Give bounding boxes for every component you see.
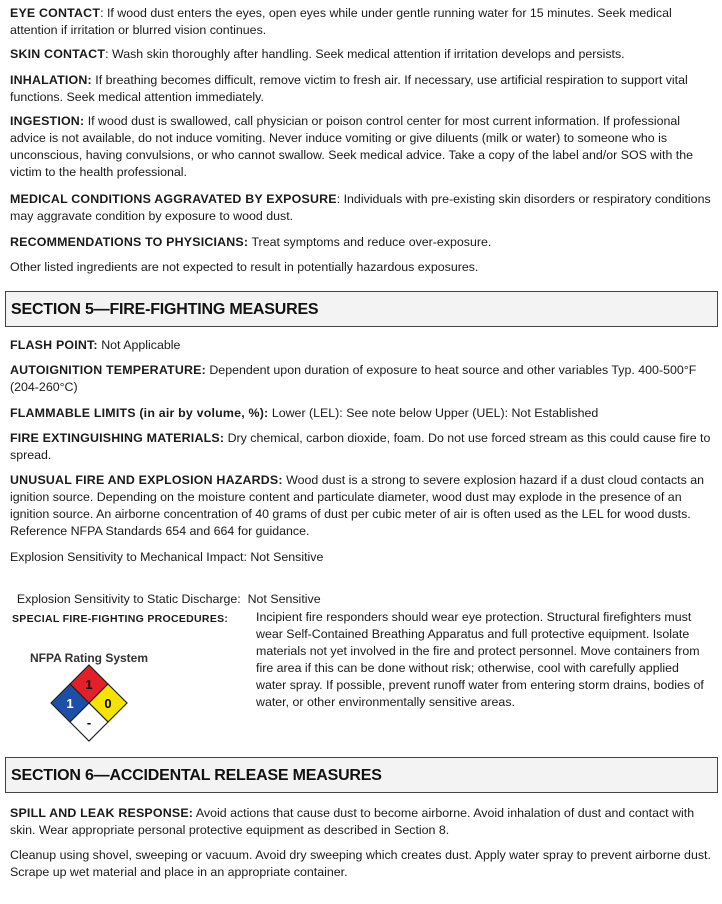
nfpa-special-value: - bbox=[86, 715, 92, 730]
physicians-paragraph bbox=[10, 234, 714, 251]
autoignition-text: Dependent upon duration of exposure to heat source and other variables Typ. 400-500°F (204-260°C) bbox=[10, 363, 697, 394]
extinguishing-paragraph bbox=[10, 430, 714, 464]
flash-point-text: Not Applicable bbox=[97, 338, 181, 352]
eye-contact-text: : If wood dust enters the eyes, open eyes while under gentle running water for 15 minutes. Seek medical attention if irritation or blurred vision continues. bbox=[10, 6, 672, 37]
autoignition-paragraph bbox=[10, 362, 714, 396]
extinguishing-label: FIRE EXTINGUISHING MATERIALS: bbox=[10, 431, 225, 445]
physicians-text: Treat symptoms and reduce over-exposure. bbox=[248, 235, 492, 249]
special-procedures-text: Incipient fire responders should wear eye protection. Structural firefighters must wear Self-Contained Breathing Apparatus and full protective equipment. Isolate materials not yet involved in the fire and protect personnel. Move containers from fire area if this can be done without risk; otherwise, cool with carefully applied water spray. If possible, prevent runoff water from entering storm drains, bodies of water, or other environmentally sensitive areas. bbox=[256, 610, 704, 709]
inhalation-label: INHALATION: bbox=[10, 73, 92, 87]
cleanup-text: Cleanup using shovel, sweeping or vacuum. Avoid dry sweeping which creates dust. Apply water spray to prevent airborne dust. Scrape up wet material and place in an appropriate container. bbox=[10, 848, 711, 879]
inhalation-paragraph bbox=[10, 72, 714, 106]
medical-conditions-label: MEDICAL CONDITIONS AGGRAVATED BY EXPOSURE bbox=[10, 192, 337, 206]
static-discharge-text: Explosion Sensitivity to Static Discharge: Not Sensitive bbox=[16, 592, 321, 606]
spill-leak-text: Avoid actions that cause dust to become airborne. Avoid inhalation of dust and contact with skin. Wear appropriate personal protective equipment as described in Section 8. bbox=[10, 806, 695, 837]
ingestion-text: If wood dust is swallowed, call physician or poison control center for most current information. If professional advice is not available, do not induce vomiting. Never induce vomiting or give diluents (milk or water) to someone who is unconscious, having convulsions, or who cannot swallow. Seek medical advice. Take a copy of the label and/or SOS with the victim to the health professional. bbox=[10, 114, 694, 179]
cleanup-paragraph bbox=[10, 847, 714, 881]
medical-conditions-paragraph bbox=[10, 191, 714, 225]
medical-conditions-text: : Individuals with pre-existing skin disorders or respiratory conditions may aggravate condition by exposure to wood dust. bbox=[10, 192, 711, 223]
mechanical-impact-text: Explosion Sensitivity to Mechanical Impact: Not Sensitive bbox=[10, 550, 324, 564]
flammable-limits-text: Lower (LEL): See note below Upper (UEL): Not Established bbox=[268, 406, 599, 420]
nfpa-diamond-icon bbox=[49, 663, 129, 743]
physicians-label: RECOMMENDATIONS TO PHYSICIANS: bbox=[10, 235, 249, 249]
section-5-title: SECTION 5—FIRE-FIGHTING MEASURES bbox=[11, 301, 319, 318]
inhalation-text: If breathing becomes difficult, remove victim to fresh air. If necessary, use artificial respiration to support vital functions. Seek medical attention immediately. bbox=[10, 73, 688, 104]
ingestion-paragraph bbox=[10, 113, 714, 181]
extinguishing-text: Dry chemical, carbon dioxide, foam. Do not use forced stream as this could cause fire to spread. bbox=[10, 431, 711, 462]
nfpa-instability-value: 0 bbox=[104, 696, 112, 711]
flammable-limits-paragraph bbox=[10, 405, 714, 422]
explosion-hazards-text: Wood dust is a strong to severe explosion hazard if a dust cloud contacts an ignition source. Depending on the moisture content and particulate diameter, wood dust may explode in the presence of an ignition source. An airborne concentration of 40 grams of dust per cubic meter of air is often used as the LEL for wood dusts. Reference NFPA Standards 654 and 664 for guidance. bbox=[10, 473, 705, 538]
nfpa-rating-label: NFPA Rating System bbox=[30, 651, 149, 665]
section-6-title: SECTION 6—ACCIDENTAL RELEASE MEASURES bbox=[11, 767, 382, 784]
special-procedures-label: SPECIAL FIRE-FIGHTING PROCEDURES: bbox=[12, 613, 229, 625]
mechanical-impact-paragraph bbox=[10, 549, 714, 566]
flash-point-label: FLASH POINT: bbox=[10, 338, 98, 352]
nfpa-flammability-value: 1 bbox=[85, 677, 93, 692]
flammable-limits-label: FLAMMABLE LIMITS (in air by volume, %): bbox=[10, 406, 269, 420]
section-6-header bbox=[5, 757, 718, 793]
skin-contact-text: : Wash skin thoroughly after handling. Seek medical attention if irritation develops and persists. bbox=[105, 47, 625, 61]
skin-contact-label: SKIN CONTACT bbox=[10, 47, 106, 61]
explosion-hazards-paragraph bbox=[10, 472, 714, 540]
nfpa-health-value: 1 bbox=[66, 696, 74, 711]
autoignition-label: AUTOIGNITION TEMPERATURE: bbox=[10, 363, 206, 377]
section-5-header bbox=[5, 291, 718, 327]
eye-contact-label: EYE CONTACT bbox=[10, 6, 101, 20]
eye-contact-paragraph bbox=[10, 5, 714, 39]
ingestion-label: INGESTION: bbox=[10, 114, 85, 128]
spill-leak-label: SPILL AND LEAK RESPONSE: bbox=[10, 806, 194, 820]
static-discharge-paragraph bbox=[10, 574, 714, 608]
flash-point-paragraph bbox=[10, 337, 714, 354]
explosion-hazards-label: UNUSUAL FIRE AND EXPLOSION HAZARDS: bbox=[10, 473, 283, 487]
other-ingredients-text: Other listed ingredients are not expected to result in potentially hazardous exposures. bbox=[10, 260, 479, 274]
spill-leak-paragraph bbox=[10, 805, 714, 839]
skin-contact-paragraph bbox=[10, 46, 714, 63]
other-ingredients-paragraph bbox=[10, 259, 714, 276]
